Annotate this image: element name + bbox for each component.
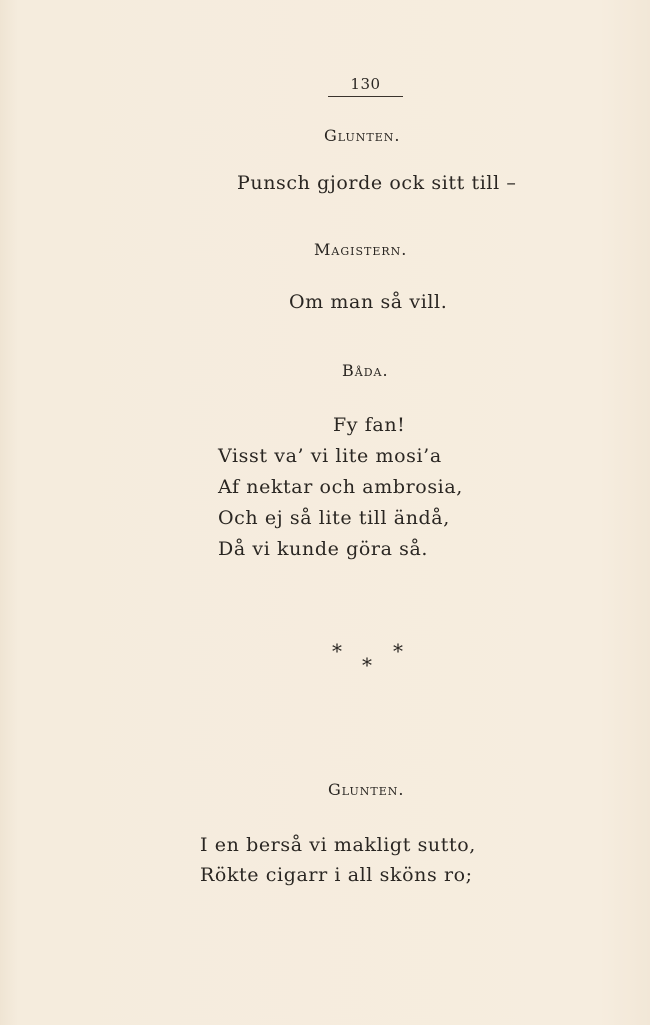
- speaker-magistern: Magistern.: [314, 240, 408, 259]
- speaker-glunten: Glunten.: [328, 780, 405, 799]
- asterism-star: *: [362, 653, 372, 677]
- asterism-star: *: [332, 639, 342, 663]
- page-number-rule: [328, 96, 403, 97]
- verse-line: I en berså vi makligt sutto,: [200, 834, 476, 856]
- verse-line: Då vi kunde göra så.: [218, 538, 429, 560]
- speaker-bada: Båda.: [342, 361, 389, 380]
- verse-line: Af nektar och ambrosia,: [218, 476, 463, 498]
- verse-line: Rökte cigarr i all sköns ro;: [200, 864, 473, 886]
- page-number: 130: [350, 75, 381, 93]
- verse-line: Om man så vill.: [289, 291, 448, 313]
- speaker-glunten: Glunten.: [324, 126, 401, 145]
- verse-line: Visst va’ vi lite mosi’a: [218, 445, 442, 467]
- verse-line: Och ej så lite till ändå,: [218, 507, 450, 529]
- verse-line: Punsch gjorde ock sitt till –: [237, 172, 517, 194]
- verse-line: Fy fan!: [333, 414, 406, 436]
- asterism-star: *: [393, 639, 403, 663]
